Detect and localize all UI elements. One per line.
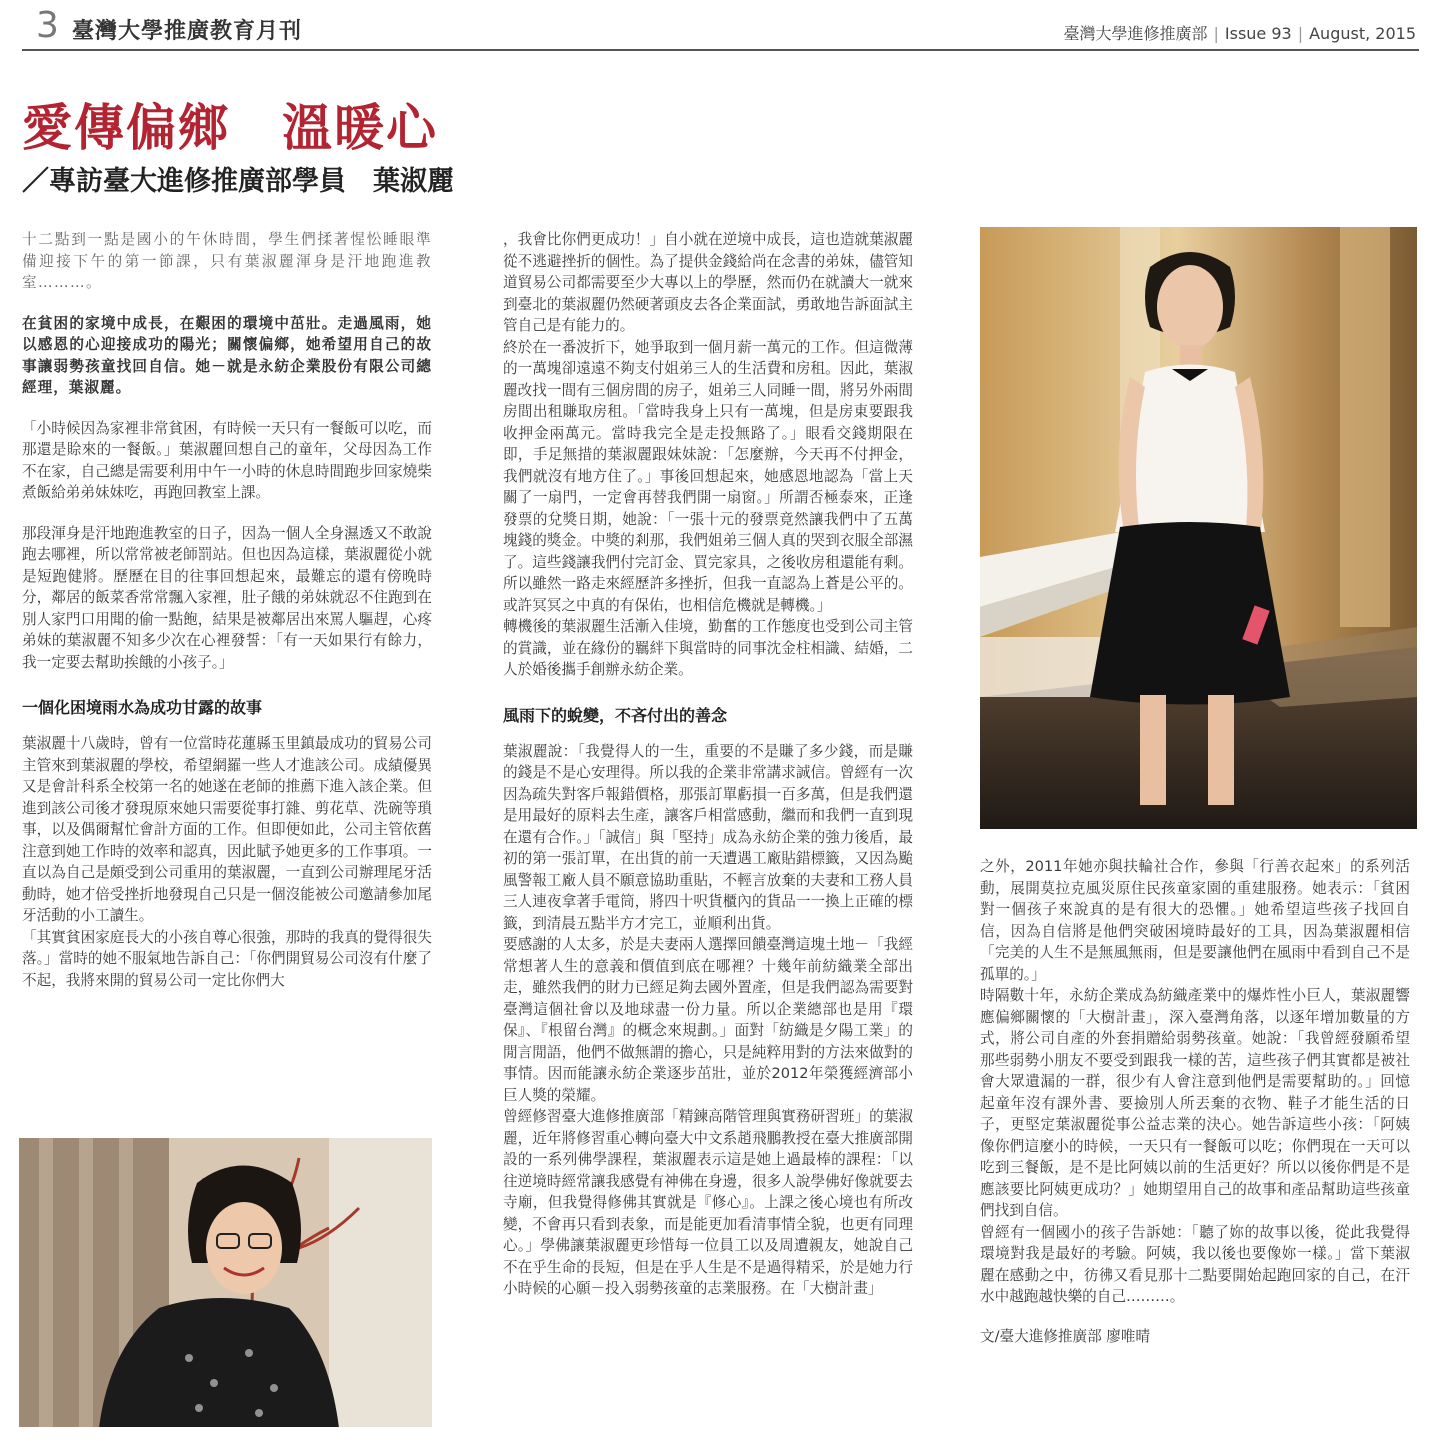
header-issue: Issue 93: [1224, 24, 1292, 43]
publication-title: 臺灣大學推廣教育月刊: [72, 19, 303, 44]
portrait-photo-seated: [19, 1138, 432, 1427]
portrait-photo-standing: [980, 227, 1417, 829]
body-paragraph: 要感謝的人太多，於是夫妻兩人選擇回饋臺灣這塊土地－「我經常想著人生的意義和價值到底在哪裡？十幾年前紡織業全部出走，雖然我們的財力已經足夠去國外置產，但是我們認為需要對臺灣這個社會以及地球盡一份力量。所以企業總部也是用『環保』、『根留台灣』的概念來規劃。」面對「紡織是夕陽工業」的閒言閒語，他們不做無謂的擔心，只是純粹用對的方法來做對的事情。因而能讓永紡企業逐步茁壯，並於2012年榮獲經濟部小巨人獎的榮耀。: [503, 936, 913, 1104]
intro-paragraph: 在貧困的家境中成長，在艱困的環境中茁壯。走過風雨，她以感恩的心迎接成功的陽光；關懷偏鄉，她希望用自己的故事讓弱勢孩童找回自信。她－就是永紡企業股份有限公司總經理，葉淑麗。: [22, 314, 432, 396]
article-column-3: [980, 856, 1410, 1347]
header-divider: [22, 49, 1419, 51]
article-subtitle: ／專訪臺大進修推廣部學員 葉淑麗: [22, 166, 454, 197]
body-paragraph: 葉淑麗十八歲時，曾有一位當時花蓮縣玉里鎮最成功的貿易公司主管來到葉淑麗的學校，希望網羅一些人才進該公司。成績優異又是會計科系全校第一名的她遂在老師的推薦下進入該企業。但進到該公司後才發現原來她只需要從事打雜、剪花草、洗碗等瑣事，以及偶爾幫忙會計方面的工作。但即便如此，公司主管依舊注意到她工作時的效率和認真，因此賦予她更多的工作事項。一直以為自己是頗受到公司重用的葉淑麗，一直到公司辦理尾牙活動時，她才倍受挫折地發現自己只是一個沒能被公司邀請參加尾牙活動的小工讀生。: [22, 735, 432, 924]
body-paragraph: 「其實貧困家庭長大的小孩自尊心很強，那時的我真的覺得很失落。」當時的她不服氣地告訴自己：「你們開貿易公司沒有什麼了不起，我將來開的貿易公司一定比你們大: [22, 928, 432, 989]
body-paragraph: 終於在一番波折下，她爭取到一個月薪一萬元的工作。但這微薄的一萬塊卻遠遠不夠支付姐弟三人的生活費和房租。因此，葉淑麗改找一間有三個房間的房子，姐弟三人同睡一間，將另外兩間房間出租賺取房租。「當時我身上只有一萬塊，但是房東要跟我收押金兩萬元。當時我完全是走投無路了。」眼看交錢期限在即，手足無措的葉淑麗跟妹妹說：「怎麼辦，今天再不付押金，我們就沒有地方住了。」事後回想起來，她感恩地認為「當上天關了一扇門，一定會再替我們開一扇窗。」所謂否極泰來，正逢發票的兌獎日期，她說：「一張十元的發票竟然讓我們中了五萬塊錢的獎金。中獎的剎那，我們姐弟三個人真的哭到衣服全部濕了。這些錢讓我們付完訂金、買完家具，之後收房租還能有剩。所以雖然一路走來經歷許多挫折，但我一直認為上蒼是公平的。或許冥冥之中真的有保佑，也相信危機就是轉機。」: [503, 338, 913, 614]
author-byline: 文/臺大進修推廣部 廖唯晴: [980, 1327, 1151, 1345]
body-paragraph: ，我會比你們更成功！」自小就在逆境中成長，這也造就葉淑麗從不逃避挫折的個性。為了提供金錢給尚在念書的弟妹，儘管知道貿易公司都需要至少大專以上的學歷，然而仍在就讀大一就來到臺北的葉淑麗仍然硬著頭皮去各企業面試，勇敢地告訴面試主管自己是有能力的。: [503, 231, 913, 334]
body-paragraph: 「小時候因為家裡非常貧困，有時候一天只有一餐飯可以吃，而那還是賒來的一餐飯。」葉淑麗回想自己的童年，父母因為工作不在家，自己總是需要利用中午一小時的休息時間跑步回家燒柴煮飯給弟弟妹妹吃，再跑回教室上課。: [22, 419, 432, 501]
body-paragraph: 曾經修習臺大進修推廣部「精鍊高階管理與實務研習班」的葉淑麗，近年將修習重心轉向臺大中文系趙飛鵬教授在臺大推廣部開設的一系列佛學課程，葉淑麗表示這是她上過最棒的課程：「以往逆境時經常讓我感覺有神佛在身邊，很多人說學佛好像就要去寺廟，但我覺得修佛其實就是『修心』。上課之後心境也有所改變，不會再只看到表象，而是能更加看清事情全貌，也更有同理心。」學佛讓葉淑麗更珍惜每一位員工以及周遭親友，她說自己不在乎生命的長短，但是在乎人生是不是過得精采，於是她力行小時候的心願－投入弱勢孩童的志業服務。在「大樹計畫」: [503, 1108, 913, 1297]
body-paragraph: 葉淑麗說：「我覺得人的一生，重要的不是賺了多少錢，而是賺的錢是不是心安理得。所以我的企業非常講求誠信。曾經有一次因為疏失對客戶報錯價格，那張訂單虧損一百多萬，但是我們還是用最好的原料去生產，讓客戶相當感動，繼而和我們一直到現在還有合作。」「誠信」與「堅持」成為永紡企業的強力後盾，最初的第一張訂單，在出貨的前一天遭遇工廠貼錯標籤，又因為颱風警報工廠人員不願意協助重貼，不輕言放棄的夫妻和工務人員三人連夜拿著手電筒，將四十呎貨櫃內的貨品一一換上正確的標籤，到清晨五點半方才完工，並順利出貨。: [503, 742, 913, 932]
article-column-1: [22, 229, 432, 991]
body-paragraph: 曾經有一個國小的孩子告訴她：「聽了妳的故事以後，從此我覺得環境對我是最好的考驗。阿姨，我以後也要像妳一樣。」當下葉淑麗在感動之中，彷彿又看見那十二點要開始起跑回家的自己，在汗水中越跑越快樂的自己………。: [980, 1223, 1410, 1305]
body-paragraph: 那段渾身是汗地跑進教室的日子，因為一個人全身濕透又不敢說跑去哪裡，所以常常被老師罰站。但也因為這樣，葉淑麗從小就是短跑健將。歷歷在目的往事回想起來，最難忘的還有傍晚時分，鄰居的飯菜香常常飄入家裡，肚子餓的弟妹就忍不住跑到在別人家門口用聞的偷一點飽，結果是被鄰居出來罵人驅趕，心疼弟妹的葉淑麗不知多少次在心裡發誓：「有一天如果行有餘力，我一定要去幫助挨餓的小孩子。」: [22, 524, 432, 671]
body-paragraph: 時隔數十年，永紡企業成為紡織產業中的爆炸性小巨人，葉淑麗響應偏鄉關懷的「大樹計畫」，深入臺灣角落，以逐年增加數量的方式，將公司自產的外套捐贈給弱勢孩童。她說：「我曾經發願希望那些弱勢小朋友不要受到跟我一樣的苦，這些孩子們其實都是被社會大眾遺漏的一群，很少有人會注意到他們是需要幫助的。」回憶起童年沒有課外書、要撿別人所丟棄的衣物、鞋子才能生活的日子，更堅定葉淑麗從事公益志業的決心。她告訴這些小孩：「阿姨像你們這麼小的時候，一天只有一餐飯可以吃；你們現在一天可以吃到三餐飯，是不是比阿姨以前的生活更好？所以以後你們是不是應該要比阿姨更成功？」她期望用自己的故事和產品幫助這些孩童們找到自信。: [980, 987, 1410, 1219]
header-date: August, 2015: [1309, 24, 1416, 43]
header-meta: 臺灣大學進修推廣部 | Issue 93 | August, 2015: [1063, 24, 1416, 43]
section-heading: 一個化困境雨水為成功甘露的故事: [22, 698, 263, 717]
page-number: 3: [36, 5, 59, 46]
body-paragraph: 轉機後的葉淑麗生活漸入佳境，勤奮的工作態度也受到公司主管的賞識，並在緣份的羈絆下與當時的同事沈金柱相識、結婚，二人於婚後攜手創辦永紡企業。: [503, 618, 913, 678]
body-paragraph: 之外，2011年她亦與扶輪社合作，參與「行善衣起來」的系列活動，展開莫拉克風災原住民孩童家園的重建服務。她表示：「貧困對一個孩子來說真的是有很大的恐懼。」她希望這些孩子找回自信，因為自信將是他們突破困境時最好的工具，因為葉淑麗相信「完美的人生不是無風無雨，但是要讓他們在風雨中看到自己不是孤單的。」: [980, 858, 1410, 983]
header-department: 臺灣大學進修推廣部: [1063, 24, 1208, 43]
section-heading: 風雨下的蛻變，不吝付出的善念: [503, 705, 728, 725]
lead-paragraph: 十二點到一點是國小的午休時間，學生們揉著惺忪睡眼準備迎接下午的第一節課，只有葉淑麗渾身是汗地跑進教室………。: [22, 231, 432, 291]
article-title: 愛傳偏鄉 溫暖心: [22, 98, 438, 157]
article-column-2: [503, 229, 913, 1300]
